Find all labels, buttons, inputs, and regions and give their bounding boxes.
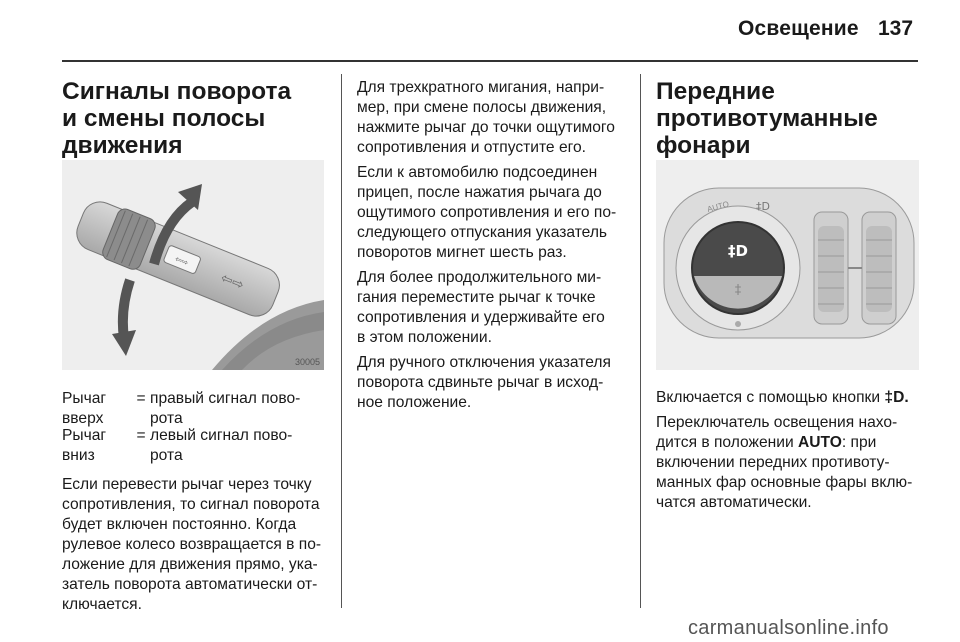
page-number: 137 [878, 17, 914, 40]
section-heading-fog-lights: Передние противотуманные фонари [656, 78, 878, 159]
paragraph-longer-blink: Для более продолжительного ми- гания переместите рычаг к точке сопротивления и удерживайте его в этом положении. [357, 269, 605, 346]
definition-lever-up: Рычаг вверх = правый сигнал пово- рота [62, 390, 301, 427]
lever-illustration [62, 160, 324, 370]
svg-text:‡D: ‡D [728, 242, 748, 260]
column-2-text [357, 78, 632, 418]
page-header-title: Освещение [738, 17, 859, 40]
column-3-text [656, 388, 926, 518]
definition-lever-down: Рычаг вниз = левый сигнал пово- рота [62, 427, 293, 464]
paragraph-fog-button: Включается с помощью кнопки ‡D. [656, 389, 909, 406]
svg-text:⇦⇨: ⇦⇨ [218, 269, 247, 293]
svg-text:‡: ‡ [734, 283, 742, 298]
section-heading-turn-signals: Сигналы поворота и смены полосы движения [62, 78, 292, 159]
light-switch-figure [656, 160, 919, 370]
figure-number: 30005 [294, 357, 320, 367]
header-divider [62, 60, 918, 62]
column-divider-1 [341, 74, 342, 608]
paragraph-continuous-signal: Если перевести рычаг через точку сопротивления, то сигнал поворота будет включен постоянно. Когда рулевое колесо возвращается в по- ложение для движения прямо, ука- затель поворота автоматически от- ключается. [62, 476, 322, 613]
auto-label: AUTO [706, 199, 730, 214]
paragraph-triple-blink: Для трехкратного мигания, напри- мер, при смене полосы движения, нажмите рычаг до точки ощутимого сопротивления и отпустите его. [357, 79, 615, 156]
paragraph-manual-off: Для ручного отключения указателя поворота сдвиньте рычаг в исход- ное положение. [357, 354, 611, 411]
column-divider-2 [640, 74, 641, 608]
light-switch-illustration [656, 160, 919, 370]
fog-light-symbol: ‡D. [884, 389, 909, 406]
turn-signal-lever-figure [62, 160, 324, 370]
paragraph-auto-mode: Переключатель освещения нахо- дится в положении AUTO: при включении передних противоту- манных фар основные фары вклю- чатся автоматически. [656, 414, 913, 511]
paragraph-trailer: Если к автомобилю подсоединен прицеп, после нажатия рычага до ощутимого сопротивления и его по- следующего отпускания указатель поворотов мигнет шесть раз. [357, 164, 617, 261]
svg-text:‡D: ‡D [756, 200, 770, 213]
auto-keyword: AUTO [797, 434, 842, 451]
watermark: carmanualsonline.info [688, 617, 889, 639]
svg-text:⇦⇨: ⇦⇨ [173, 254, 190, 268]
